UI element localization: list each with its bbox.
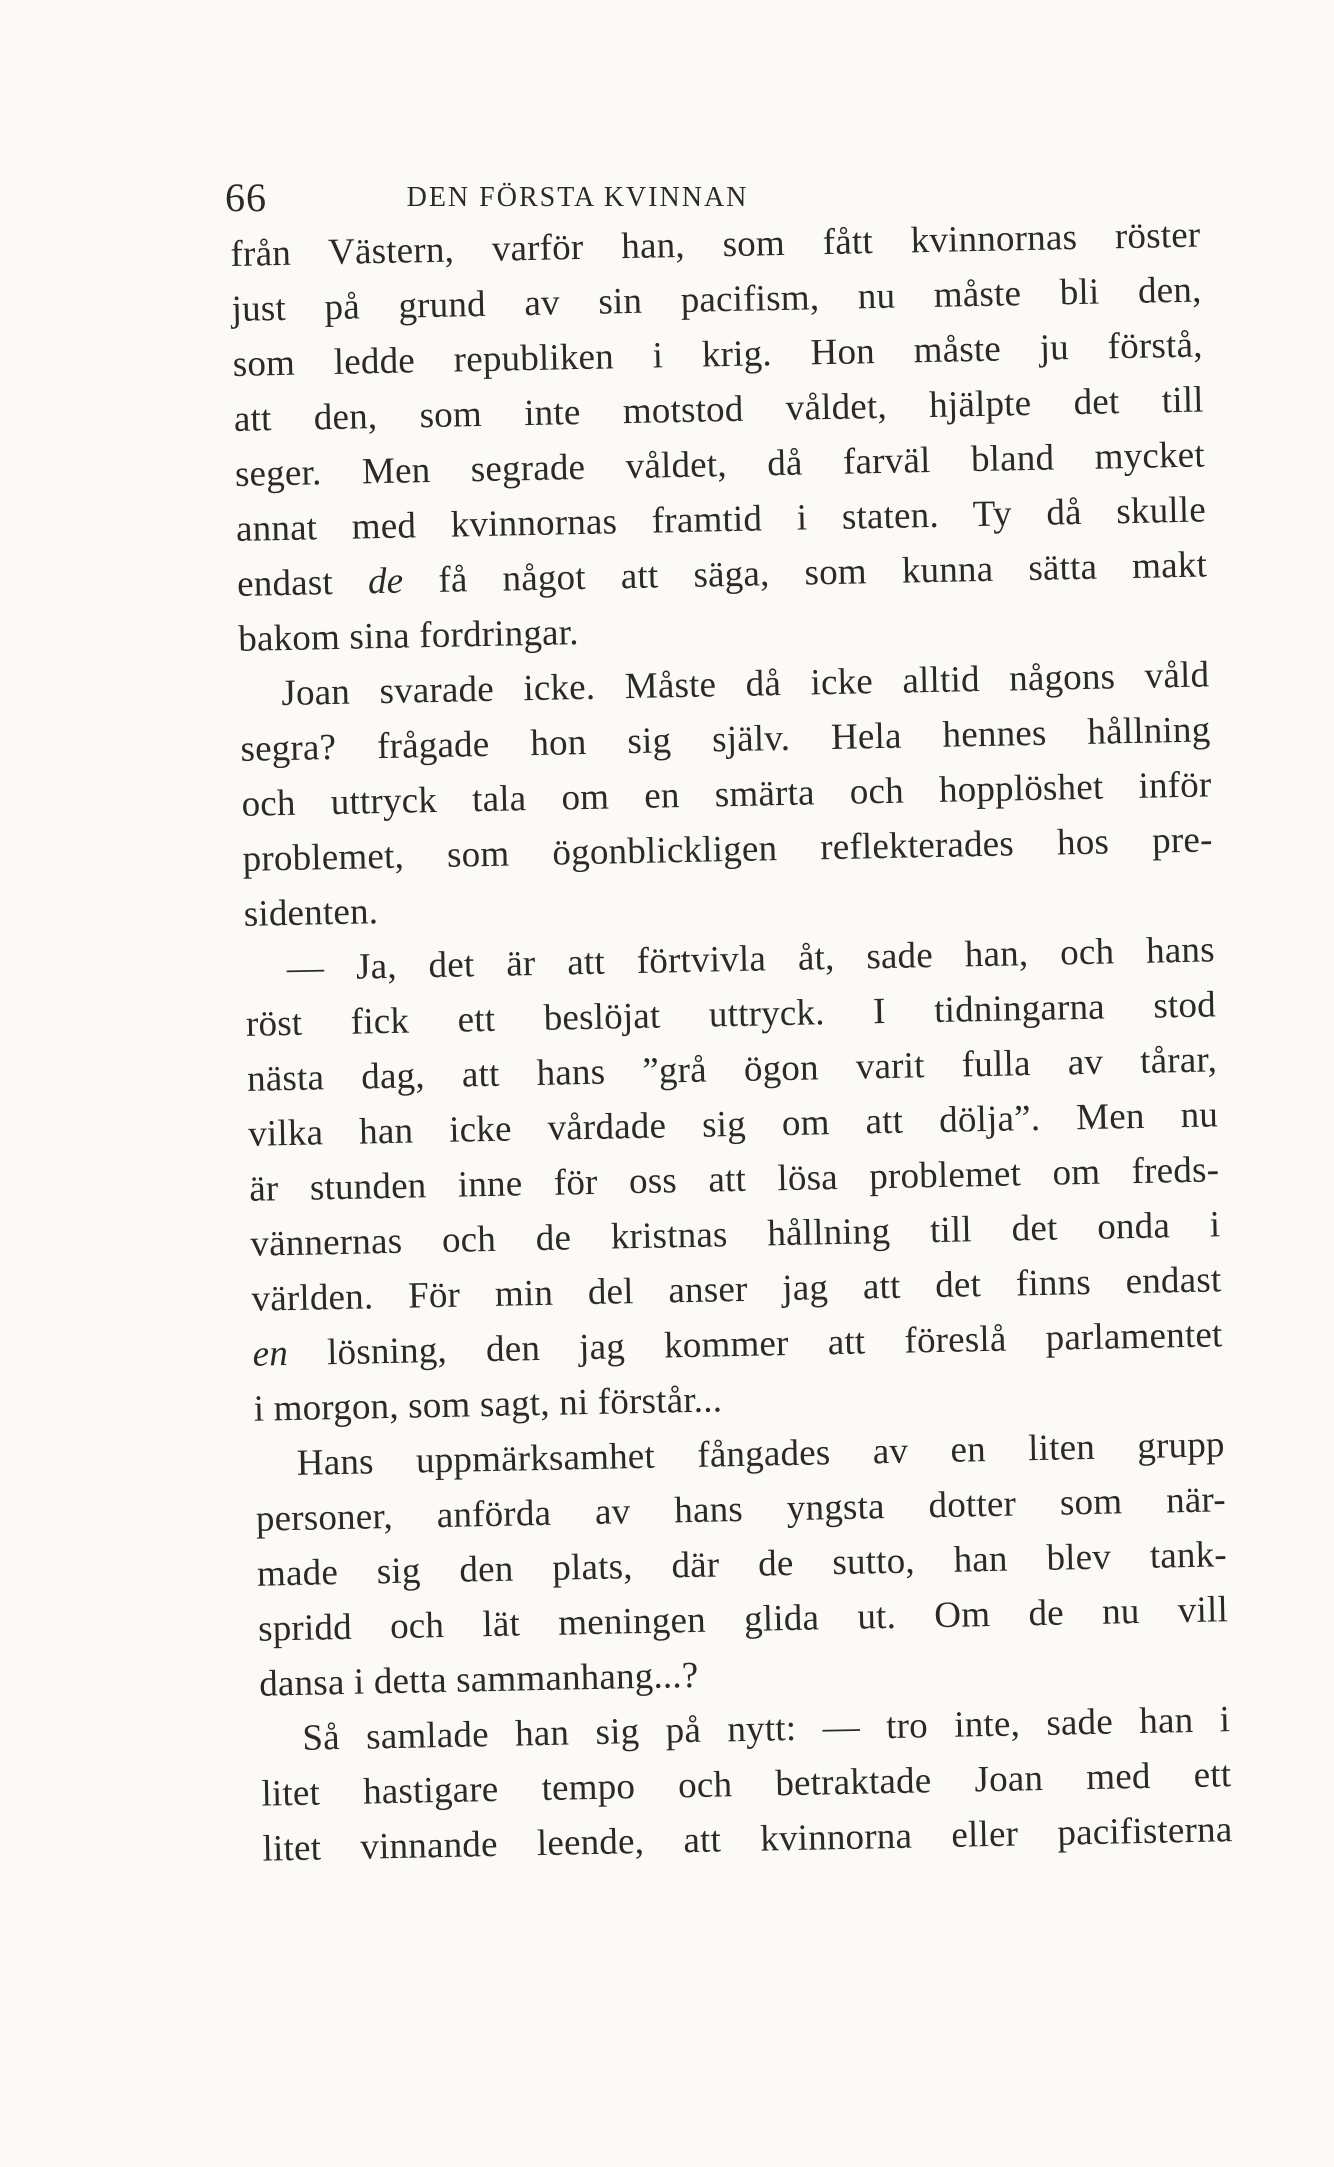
text-fragment: endast [236,561,369,605]
text-line: vännernas och de kristnas hållning till det onda i [250,1204,1221,1265]
text-line: spridd och lät meningen glida ut. Om de nu vill [257,1589,1229,1650]
paragraph-start-line: Hans uppmärksamhet fångades av en liten grupp [296,1424,1226,1484]
paragraph-start-line: Så samlade han sig på nytt: — tro inte, sade han i [301,1699,1231,1759]
running-head: DEN FÖRSTA KVINNAN [406,182,749,213]
text-line: vilka han icke vårdade sig om att dölja”. Men nu [247,1094,1219,1155]
text-fragment: lösning, den jag kommer att föreslå parlamentet [287,1314,1223,1375]
paragraph-start-line: Joan svarade icke. Måste då icke alltid någons våld [280,654,1210,715]
text-line: litet hastigare tempo och betraktade Joan med ett [261,1754,1232,1815]
text-line: dansa i detta sammanhang...? [258,1654,699,1705]
text-line: problemet, som ögonblickligen reflekterades hos pre- [242,819,1213,880]
italic-word: de [367,560,404,603]
text-line: i morgon, som sagt, ni förstår... [253,1379,723,1430]
text-line: bakom sina fordringar. [237,612,580,660]
text-line: litet vinnande leende, att kvinnorna eller pacifisterna [262,1809,1233,1870]
text-line: från Västern, varför han, som fått kvinnornas röster [230,214,1201,275]
dialogue-line: — Ja, det är att förtvivla åt, sade han, och hans [286,929,1216,990]
text-line: att den, som inte motstod våldet, hjälpte det till [233,379,1205,440]
text-line: seger. Men segrade våldet, då farväl bland mycket [234,434,1206,495]
text-line: världen. För min del anser jag att det finns endast [251,1259,1222,1320]
text-line: och uttryck tala om en smärta och hopplöshet inför [241,764,1212,825]
page-number: 66 [225,175,267,220]
text-line: är stunden inne för oss att lösa problemet om freds- [248,1149,1220,1210]
text-line: segra? frågade hon sig själv. Hela hennes hållning [240,709,1211,770]
text-line: just på grund av sin pacifism, nu måste bli den, [231,269,1202,330]
text-line: som ledde republiken i krig. Hon måste ju förstå, [232,324,1203,385]
text-line: annat med kvinnornas framtid i staten. Ty då skulle [235,489,1207,550]
text-line: personer, anförda av hans yngsta dotter som när- [255,1479,1227,1540]
text-fragment: få något att säga, som kunna sätta makt [402,544,1208,602]
text-line: röst fick ett beslöjat uttryck. I tidningarna stod [245,984,1217,1045]
body-text [230,207,1243,1876]
text-line: nästa dag, att hans ”grå ögon varit fulla av tårar, [246,1039,1218,1100]
italic-word: en [252,1333,289,1375]
text-line: made sig den plats, där de sutto, han blev tank- [256,1534,1228,1595]
text-line: sidenten. [243,891,379,935]
